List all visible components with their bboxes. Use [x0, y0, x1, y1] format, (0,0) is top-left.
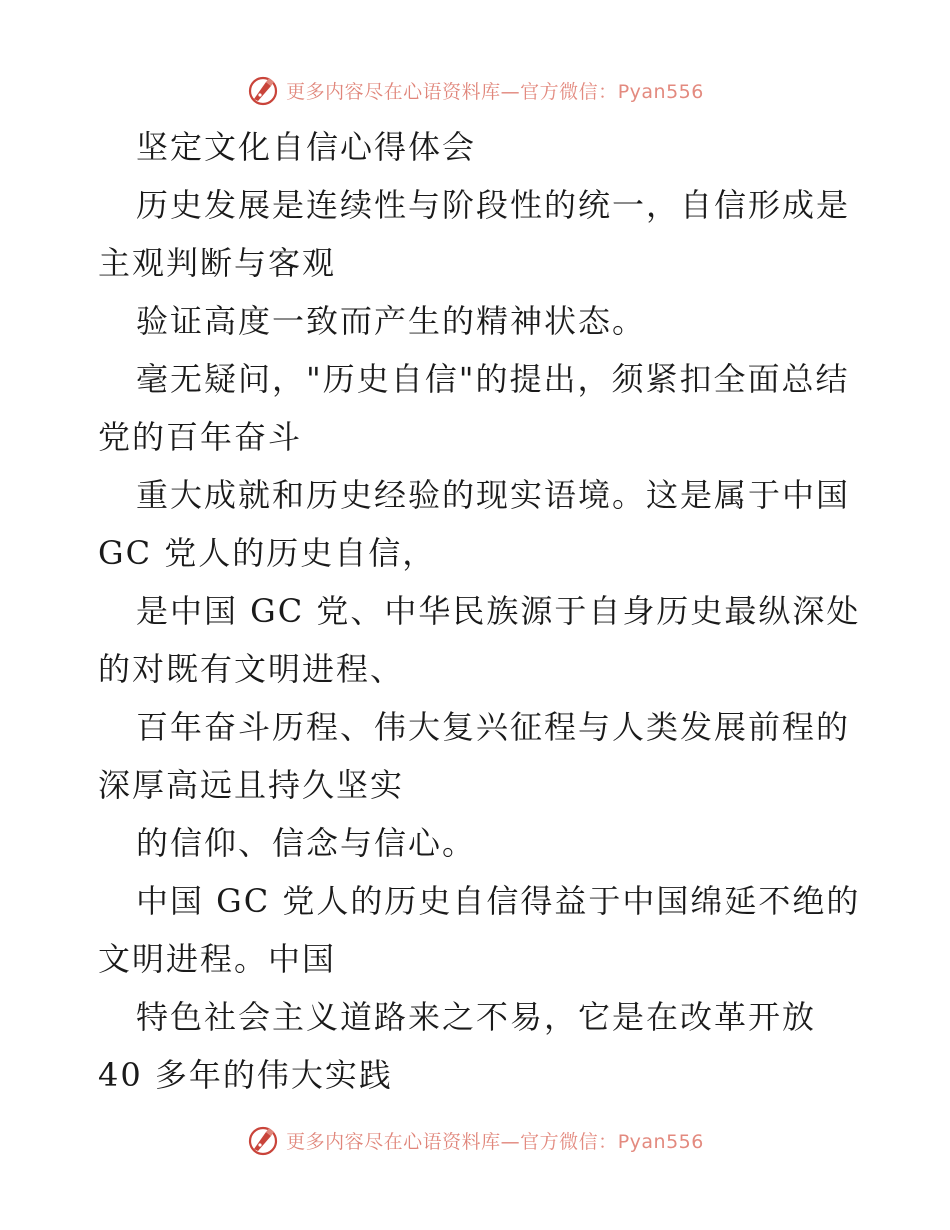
- document-text-line: 的对既有文明进程、: [98, 650, 405, 688]
- header-wechat-id: Pyan556: [617, 80, 704, 103]
- document-text-line: 重大成就和历史经验的现实语境。这是属于中国: [136, 476, 851, 514]
- footer-watermark-banner: [0, 1120, 950, 1160]
- document-text-line: 毫无疑问，"历史自信"的提出，须紧扣全面总结: [136, 360, 850, 398]
- document-text-line: 主观判断与客观: [98, 244, 337, 282]
- pen-nib-logo-icon: [246, 1123, 280, 1157]
- footer-brand-text: 更多内容尽在心语资料库: [286, 1130, 501, 1153]
- pen-nib-logo-icon: [246, 73, 280, 107]
- document-text-line: 文明进程。中国: [98, 940, 337, 978]
- header-wechat-label: 官方微信：: [520, 80, 618, 103]
- footer-dash: —: [500, 1130, 521, 1153]
- document-text-line: 党的百年奋斗: [98, 418, 303, 456]
- document-text-line: GC 党人的历史自信，: [98, 534, 437, 572]
- document-text-line: 40 多年的伟大实践: [98, 1056, 393, 1094]
- document-text-line: 百年奋斗历程、伟大复兴征程与人类发展前程的: [136, 708, 851, 746]
- document-body: [98, 118, 861, 1104]
- header-dash: —: [500, 80, 521, 103]
- footer-banner-text: [286, 1127, 704, 1154]
- footer-wechat-label: 官方微信：: [520, 1130, 618, 1153]
- document-text-line: 深厚高远且持久坚实: [98, 766, 405, 804]
- document-text-line: 中国 GC 党人的历史自信得益于中国绵延不绝的: [136, 882, 861, 920]
- document-text-line: 历史发展是连续性与阶段性的统一，自信形成是: [136, 186, 851, 224]
- footer-wechat-id: Pyan556: [617, 1130, 704, 1153]
- document-text-line: 的信仰、信念与信心。: [136, 824, 477, 862]
- document-text-line: 是中国 GC 党、中华民族源于自身历史最纵深处: [136, 592, 861, 630]
- document-text-line: 坚定文化自信心得体会: [136, 128, 477, 166]
- document-text-line: 特色社会主义道路来之不易，它是在改革开放: [136, 998, 817, 1036]
- document-text-line: 验证高度一致而产生的精神状态。: [136, 302, 647, 340]
- header-watermark-banner: [0, 70, 950, 110]
- header-brand-text: 更多内容尽在心语资料库: [286, 80, 501, 103]
- header-banner-text: [286, 77, 704, 104]
